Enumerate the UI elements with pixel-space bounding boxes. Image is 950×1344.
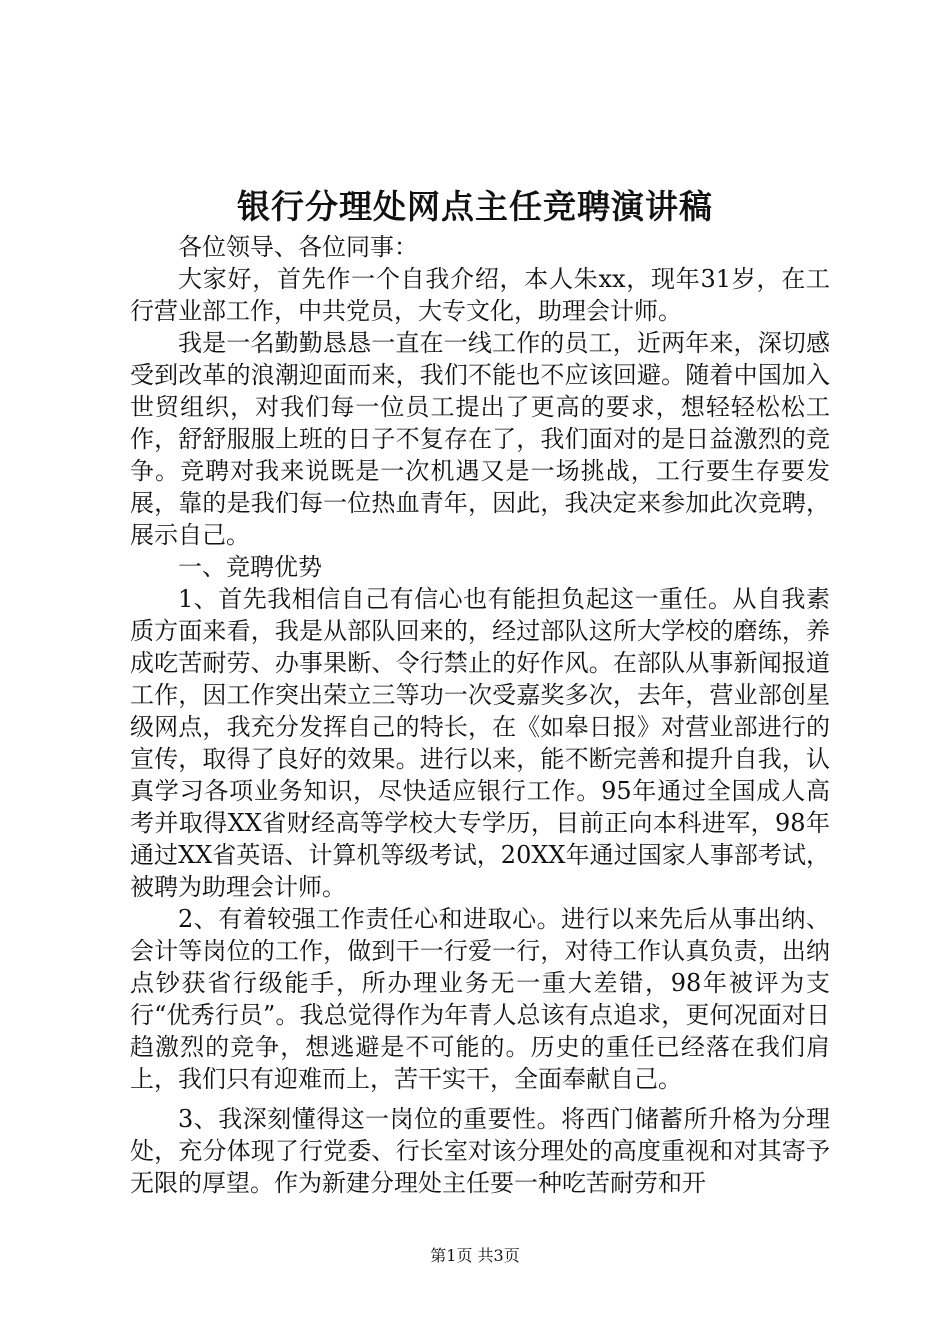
section-heading: 一、竞聘优势 xyxy=(178,553,322,581)
document-body xyxy=(130,231,830,1199)
advantage-paragraph-1: 1、首先我相信自己有信心也有能担负起这一重任。从自我素质方面来看，我是从部队回来的，经过部队这所大学校的磨练，养成吃苦耐劳、办事果断、令行禁止的好作风。在部队从事新闻报道工作，因工作突出荣立三等功一次受嘉奖多次，去年，营业部创星级网点，我充分发挥自己的特长，在《如皋日报》对营业部进行的宣传，取得了良好的效果。进行以来，能不断完善和提升自我，认真学习各项业务知识，尽快适应银行工作。95年通过全国成人高考并取得XX省财经高等学校大专学历，目前正向本科进军，98年通过XX省英语、计算机等级考试，20XX年通过国家人事部考试，被聘为助理会计师。 xyxy=(130,585,830,901)
page-number-footer: 第1页 共3页 xyxy=(430,1246,520,1265)
document-title: 银行分理处网点主任竞聘演讲稿 xyxy=(237,187,713,226)
advantage-paragraph-3: 3、我深刻懂得这一岗位的重要性。将西门储蓄所升格为分理处，充分体现了行党委、行长室对该分理处的高度重视和对其寄予无限的厚望。作为新建分理处主任要一种吃苦耐劳和开 xyxy=(130,1105,830,1197)
motivation-paragraph: 我是一名勤勤恳恳一直在一线工作的员工，近两年来，深切感受到改革的浪潮迎面而来，我们不能也不应该回避。随着中国加入世贸组织，对我们每一位员工提出了更高的要求，想轻轻松松工作，舒舒服服上班的日子不复存在了，我们面对的是日益激烈的竞争。竞聘对我来说既是一次机遇又是一场挑战，工行要生存要发展，靠的是我们每一位热血青年，因此，我决定来参加此次竞聘，展示自己。 xyxy=(130,329,830,549)
advantage-paragraph-2: 2、有着较强工作责任心和进取心。进行以来先后从事出纳、会计等岗位的工作，做到干一行爱一行，对待工作认真负责，出纳点钞获省行级能手，所办理业务无一重大差错，98年被评为支行“优秀行员”。我总觉得作为年青人总该有点追求，更何况面对日趋激烈的竞争，想逃避是不可能的。历史的重任已经落在我们肩上，我们只有迎难而上，苦干实干，全面奉献自己。 xyxy=(130,905,830,1093)
salutation-paragraph: 各位领导、各位同事： xyxy=(178,233,418,261)
introduction-paragraph: 大家好，首先作一个自我介绍，本人朱xx，现年31岁，在工行营业部工作，中共党员，大专文化，助理会计师。 xyxy=(130,265,830,325)
